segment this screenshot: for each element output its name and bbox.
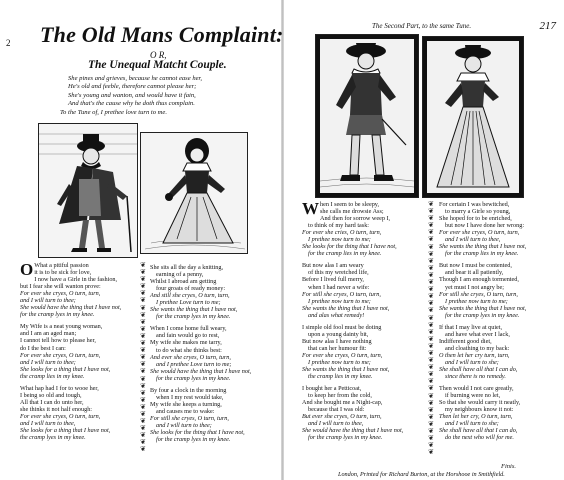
verse-line: By four a clock in the morning	[150, 386, 227, 394]
refrain-line: For still she cryes, O turn, turn,	[150, 414, 229, 422]
refrain-line: For ever she cryes, O turn, turn,	[20, 412, 101, 420]
left-page-column-b	[150, 264, 278, 443]
intro-line: She's young and wanton, and would have it fain,	[68, 91, 196, 99]
refrain-line: and alas what remedy!	[308, 311, 365, 319]
lady-illustration	[423, 37, 523, 197]
refrain-line: She looks for a thing that I have not,	[20, 427, 111, 435]
verse-line: to keep her from the cold,	[308, 392, 372, 400]
refrain-line: I prethee Love turn to me;	[156, 299, 221, 307]
woodcut-old-man	[38, 123, 138, 258]
verse-line-text: What a pitiful passion	[34, 262, 89, 269]
refrain-line: for the cramp lies in my knee.	[308, 250, 382, 258]
refrain-line: the cramp lies in my knee.	[20, 372, 85, 380]
refrain-line: She would have the thing that I have not,	[302, 427, 404, 435]
refrain-line: I prethee now turn to me;	[308, 297, 371, 305]
verse-line: if burning were no let,	[445, 392, 501, 400]
verse-line: But now I must be contented,	[439, 262, 512, 270]
refrain-line: She looks for the thing that I have not,	[302, 243, 397, 251]
verse-line: I now have a Girle in the fashion,	[34, 276, 118, 284]
refrain-line: She shall have all that I can do,	[439, 427, 518, 435]
verse-line: Then would I not care greatly,	[439, 385, 514, 393]
ballad-title: The Old Mans Complaint:	[40, 22, 284, 47]
imprint: London, Printed for Richard Burton, at the Horshooe in Smithfield.	[338, 471, 505, 478]
refrain-line: For ever she cries, O turn, turn,	[302, 229, 382, 237]
verse-line: She sits all the day a knitting,	[150, 264, 224, 271]
refrain-line: She wants the thing that I have not,	[439, 304, 527, 312]
refrain-line: She wants the thing that I have not,	[302, 366, 390, 374]
intro-verse	[60, 75, 258, 117]
verse-line: I cannot tell how to please her,	[20, 337, 96, 345]
refrain-line: But ever she cryes, O turn, turn,	[302, 413, 382, 421]
verse-line: she thinks it not half enough:	[20, 405, 93, 413]
verse-line: So that she would carry it neatly,	[439, 399, 521, 407]
refrain-line: She wants the thing that I have not,	[302, 304, 390, 312]
verse-line: I simple old fool must be doting	[302, 323, 382, 331]
young-woman-illustration	[141, 133, 247, 253]
drop-cap: W	[302, 199, 319, 218]
column-ornament-left: ❦ ❦ ❦ ❦ ❦ ❦ ❦ ❦ ❦ ❦ ❦ ❦ ❦ ❦ ❦ ❦ ❦ ❦ ❦ ❦ ❦ ❦ ❦ ❦ ❦ ❦ ❦	[140, 261, 146, 454]
refrain-line: and I will turn to thee,	[445, 236, 501, 244]
verse-line: to marry a Girle so young,	[445, 208, 511, 216]
verse-line: I bought her a Petticoat,	[302, 385, 362, 393]
refrain-line: and I will turn to thee,	[308, 420, 364, 428]
refrain-line: I prethee now turn to me;	[445, 297, 508, 305]
refrain-line: O then let her cry turn, turn,	[439, 351, 510, 359]
refrain-line: She wants the thing that I have not,	[439, 243, 527, 251]
intro-line: And that's the cause why he doth thus complain.	[68, 100, 195, 108]
verse-line: She hoped for to be enriched,	[439, 215, 512, 223]
refrain-line: For ever she cryes, O turn, turn,	[302, 351, 383, 359]
refrain-line: and I will turn to thee,	[20, 419, 76, 427]
refrain-line: do the next who will for me.	[445, 434, 514, 442]
verse-line: of this my wretched life,	[308, 269, 369, 277]
refrain-line: and I will turn to thee;	[20, 358, 76, 366]
verse-line: my neighbours know it not:	[445, 406, 514, 414]
woodcut-gallant	[315, 34, 419, 198]
old-man-illustration	[39, 124, 137, 257]
verse-line: because that I was old:	[308, 406, 365, 414]
refrain-line: the cramp lies in my knee.	[308, 373, 373, 381]
verse-line: and fain would go to rest,	[156, 332, 220, 340]
refrain-line: She looks for a thing that I have not,	[20, 365, 111, 373]
refrain-line: and I will turn to thee;	[156, 421, 212, 429]
verse-line: and causes me to wake:	[156, 407, 215, 415]
verse-line: If that I may live at quiet,	[439, 323, 503, 331]
verse-line: and cloathing to my back:	[445, 344, 510, 352]
book-fold	[281, 0, 284, 480]
woodcut-young-woman	[140, 132, 248, 254]
refrain-line: and I will turn to she;	[445, 358, 499, 366]
verse-line: and bear it all patiently,	[445, 269, 504, 277]
verse-line: My wife she keeps a turning,	[150, 400, 222, 408]
verse-line: Indifferent good diet,	[439, 337, 492, 345]
verse-line: My Wife is a neat young woman,	[20, 323, 103, 331]
verse-line: but I fear she will wanton prove:	[20, 283, 101, 291]
refrain-line: For ever she cryes, O turn, turn,	[439, 229, 520, 237]
refrain-line: For ever she cryes, O turn, turn,	[20, 290, 101, 298]
refrain-line: for the cramp lyes in my knee.	[156, 313, 231, 321]
left-page-column-a	[20, 262, 138, 441]
verse-line: Though I am enough tormented,	[439, 276, 519, 284]
verse-line: Whilst I abroad am getting	[150, 278, 217, 286]
refrain-line: She would have the thing that I have not,	[150, 367, 252, 375]
verse-line: I being so old and tough,	[20, 391, 82, 399]
verse-line: earning of a penny,	[156, 271, 204, 279]
verse-line: to think of my hard task:	[308, 222, 370, 230]
refrain-line: I prethee now turn to me;	[308, 358, 371, 366]
verse-line: When I come home full weary,	[150, 325, 227, 333]
refrain-line: For still she cryes, O turn, turn,	[302, 290, 381, 298]
verse-line: upon a young dainty bit,	[308, 330, 369, 338]
verse-line: do I the best I can:	[20, 344, 66, 352]
verse-line: to do what she thinks best:	[156, 346, 222, 354]
refrain-line: since there is no remedy.	[445, 373, 506, 381]
refrain-line: For ever she cryes, O turn, turn,	[20, 351, 101, 359]
right-page-column-a	[302, 201, 430, 442]
gallant-illustration	[316, 35, 418, 197]
refrain-line: the cramp lyes in my knee.	[20, 434, 86, 442]
column-ornament-right: ❦ ❦ ❦ ❦ ❦ ❦ ❦ ❦ ❦ ❦ ❦ ❦ ❦ ❦ ❦ ❦ ❦ ❦ ❦ ❦ ❦ ❦ ❦ ❦ ❦ ❦ ❦ ❦ ❦ ❦ ❦ ❦ ❦ ❦ ❦ ❦	[428, 200, 434, 457]
finis: Finis.	[501, 463, 516, 470]
refrain-line: for the cramp lyes in my knee.	[20, 311, 95, 319]
page-number-right: 217	[539, 20, 556, 32]
refrain-line: And still she cryes, O turn, turn,	[150, 292, 230, 300]
verse-line: And she bought me a Night-cap,	[302, 399, 383, 407]
intro-line: She pines and grieves, because he cannot ease her,	[68, 75, 203, 82]
verse-line: when I my rest would take,	[156, 393, 224, 401]
verse-line: All that I can do unto her,	[20, 398, 84, 406]
verse-line: yet must I not angry be;	[445, 283, 504, 291]
page-number-left: 2	[6, 38, 11, 48]
verse-line: and I am an aged man;	[20, 330, 77, 338]
verse-line: that can her humour fit:	[308, 344, 367, 352]
verse-line: Before I lived full merry,	[302, 276, 364, 284]
verse-line: but now I have done her wrong:	[445, 222, 525, 230]
intro-line: He's old and feeble, therefore cannot please her;	[68, 83, 197, 91]
verse-line: But now alas I have nothing	[302, 337, 372, 345]
refrain-line: And ever she cryes, O turn, turn,	[150, 353, 231, 361]
verse-line-text: hen I seem to be sleepy,	[320, 201, 380, 208]
ballad-subtitle: The Unequal Matcht Couple.	[88, 59, 227, 71]
refrain-line: and I will turn to she;	[445, 420, 499, 428]
running-head: The Second Part, to the same Tune.	[372, 22, 472, 30]
refrain-line: for the cramp lyes in my knee.	[156, 436, 231, 444]
drop-cap: O	[20, 260, 34, 279]
verse-line: it is to be sick for love,	[34, 269, 92, 277]
refrain-line: She wants the thing that I have not,	[150, 306, 238, 314]
refrain-line: She would have the thing that I have not,	[20, 304, 122, 312]
refrain-line: She shall have all that I can do,	[439, 366, 518, 374]
refrain-line: and I will turn to thee;	[20, 297, 76, 305]
refrain-line: and I prethee Love turn to me;	[156, 360, 232, 368]
refrain-line: Then let her cry, O turn, turn,	[439, 413, 513, 421]
refrain-line: for the cramp lyes in my knee.	[445, 311, 520, 319]
verse-line: when I had never a wife:	[308, 283, 370, 291]
woodcut-lady	[422, 36, 524, 198]
verse-line: But now alas I am weary	[302, 262, 364, 270]
verse-line: What hap had I for to wooe her,	[20, 384, 99, 392]
verse-line: she calls me drowsie Ass;	[320, 208, 384, 216]
tune-line: To the Tune of, I prethee love turn to me.	[60, 108, 168, 116]
refrain-line: for the cramp lyes in my knee.	[156, 374, 231, 382]
refrain-line: I prethee now turn to me;	[308, 236, 371, 244]
verse-line: For certain I was bewitched,	[439, 201, 510, 208]
refrain-line: for the cramp lyes in my knee.	[308, 434, 383, 442]
verse-line: and have what ever I lack,	[445, 330, 510, 338]
verse-line: four groats of ready money:	[156, 285, 226, 293]
refrain-line: For still she cryes, O turn, turn,	[439, 290, 518, 298]
right-page-column-b	[439, 201, 563, 442]
verse-line: My wife she makes me tarry,	[150, 339, 222, 347]
refrain-line: for the cramp lies in my knee.	[445, 250, 519, 258]
verse-line: And then for sorrow weep I,	[320, 215, 391, 223]
refrain-line: She looks for the thing that I have not,	[150, 429, 245, 437]
title-or: O R,	[150, 50, 167, 60]
